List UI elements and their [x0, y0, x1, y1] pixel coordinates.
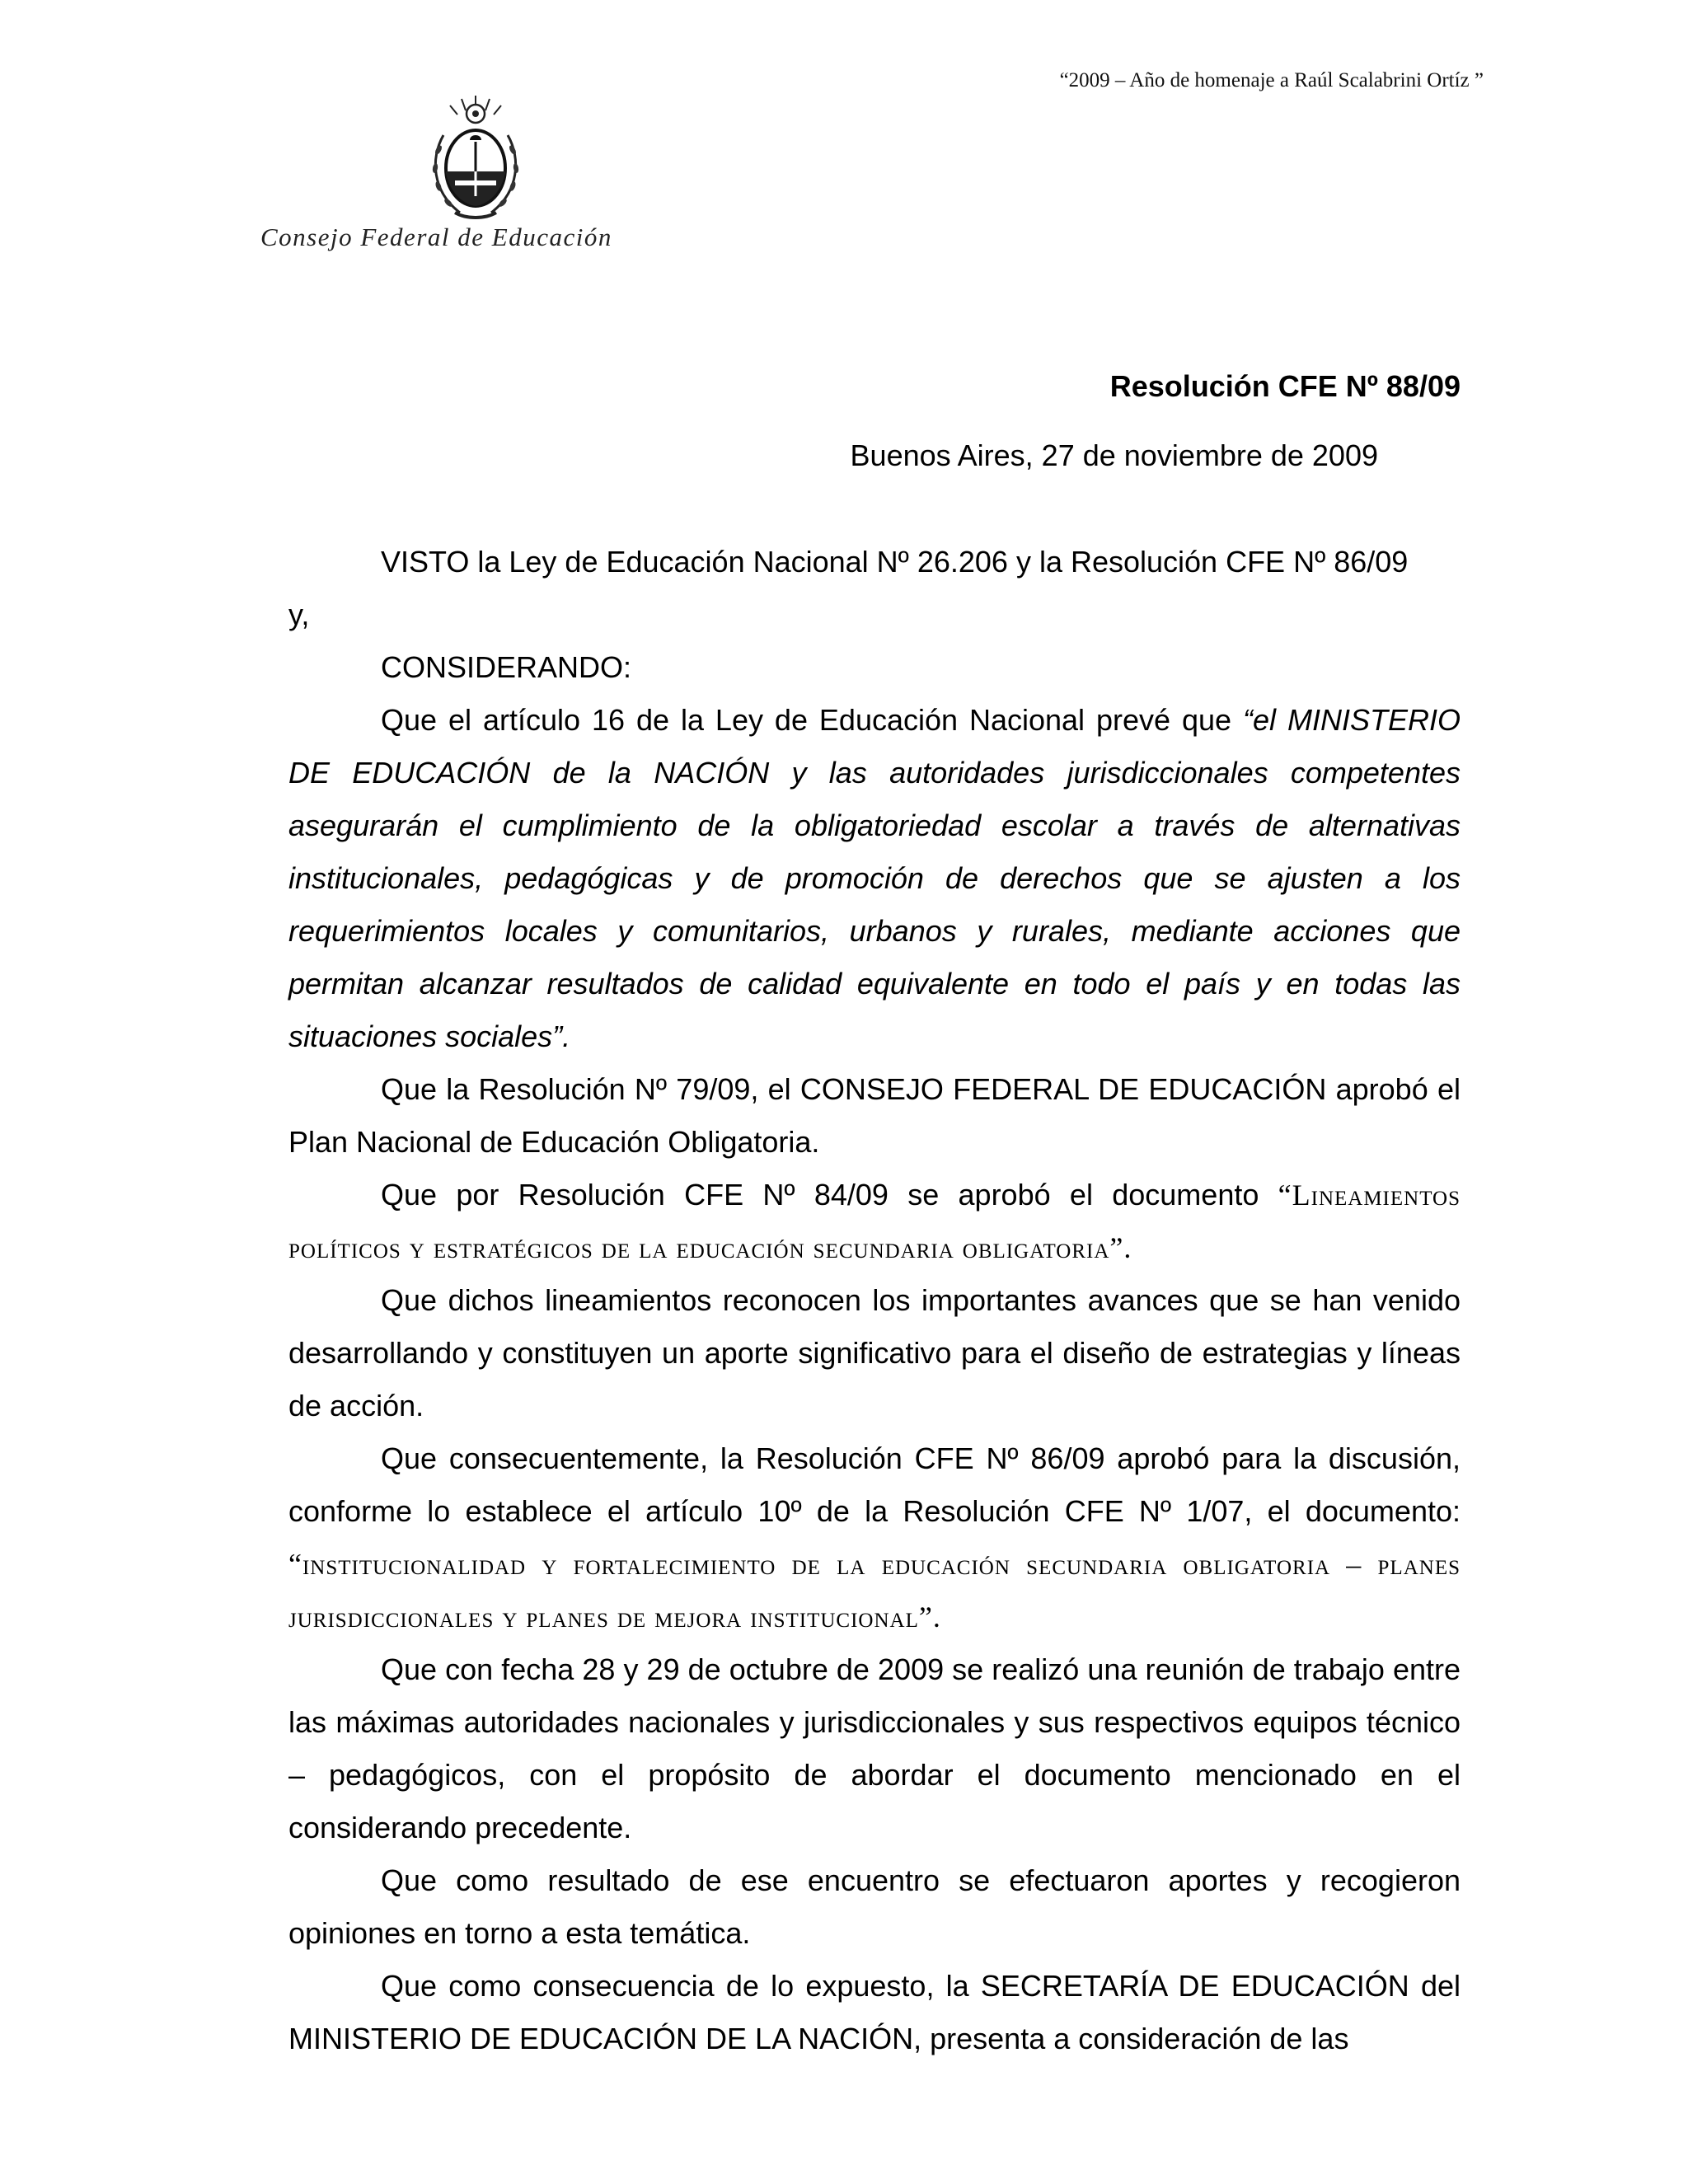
document-title: “Lineamientos políticos y estratégicos de la educación secundaria obligatoria”. — [288, 1179, 1461, 1264]
considerando-heading: CONSIDERANDO: — [381, 650, 632, 684]
paragraph-lead: Que el artículo 16 de la Ley de Educación Nacional prevé que — [381, 703, 1244, 737]
law-quote: “el MINISTERIO DE EDUCACIÓN de la NACIÓN y las autoridades jurisdiccionales competentes asegurarán el cumplimiento de la obligatoriedad escolar a través de alternativas institucionales, pedagógicas y de promoción de derechos que se ajusten a los requerimientos locales y comunitarios, urbanos y rurales, mediante acciones que permitan alcanzar resultados de calidad equivalente en todo el país y en todas las situaciones sociales”. — [288, 703, 1461, 1053]
paragraph-article-16 — [288, 694, 1461, 1063]
paragraph-consequence: Que como consecuencia de lo expuesto, la SECRETARÍA DE EDUCACIÓN del MINISTERIO DE EDUCACIÓN DE LA NACIÓN, presenta a consideración de las — [288, 1969, 1461, 2055]
argentina-coat-of-arms-icon — [419, 92, 532, 223]
paragraph-resolution-86 — [288, 1432, 1461, 1643]
paragraph-resolution-79: Que la Resolución Nº 79/09, el CONSEJO FEDERAL DE EDUCACIÓN aprobó el Plan Nacional de Educación Obligatoria. — [288, 1072, 1461, 1159]
paragraph-result: Que como resultado de ese encuentro se efectuaron aportes y recogieron opiniones en torno a esta temática. — [288, 1863, 1461, 1950]
document-body — [288, 536, 1461, 2065]
paragraph-meeting: Que con fecha 28 y 29 de octubre de 2009 se realizó una reunión de trabajo entre las máximas autoridades nacionales y jurisdiccionales y sus respectivos equipos técnico – pedagógicos, con el propósito de abordar el documento mencionado en el considerando precedente. — [288, 1652, 1461, 1844]
organization-name: Consejo Federal de Educación — [260, 223, 612, 251]
resolution-number: Resolución CFE Nº 88/09 — [1109, 369, 1461, 403]
visto-paragraph: VISTO la Ley de Educación Nacional Nº 26.206 y la Resolución CFE Nº 86/09 — [381, 545, 1409, 579]
paragraph-lineamientos: Que dichos lineamientos reconocen los importantes avances que se han venido desarrollando y constituyen un aporte significativo para el diseño de estrategias y líneas de acción. — [288, 1283, 1461, 1422]
paragraph-lead: Que consecuentemente, la Resolución CFE Nº 86/09 aprobó para la discusión, conforme lo establece el artículo 10º de la Resolución CFE Nº 1/07, el documento: — [288, 1441, 1461, 1528]
resolution-date: Buenos Aires, 27 de noviembre de 2009 — [850, 438, 1378, 472]
paragraph-resolution-84 — [288, 1169, 1461, 1274]
paragraph-lead: Que por Resolución CFE Nº 84/09 se aprobó el documento — [381, 1178, 1278, 1212]
year-motto: “2009 – Año de homenaje a Raúl Scalabrini Ortíz ” — [1059, 69, 1484, 91]
document-title: “institucionalidad y fortalecimiento de la educación secundaria obligatoria – planes jurisdiccionales y planes de mejora institucional”. — [288, 1548, 1461, 1633]
visto-continuation: y, — [288, 598, 310, 631]
